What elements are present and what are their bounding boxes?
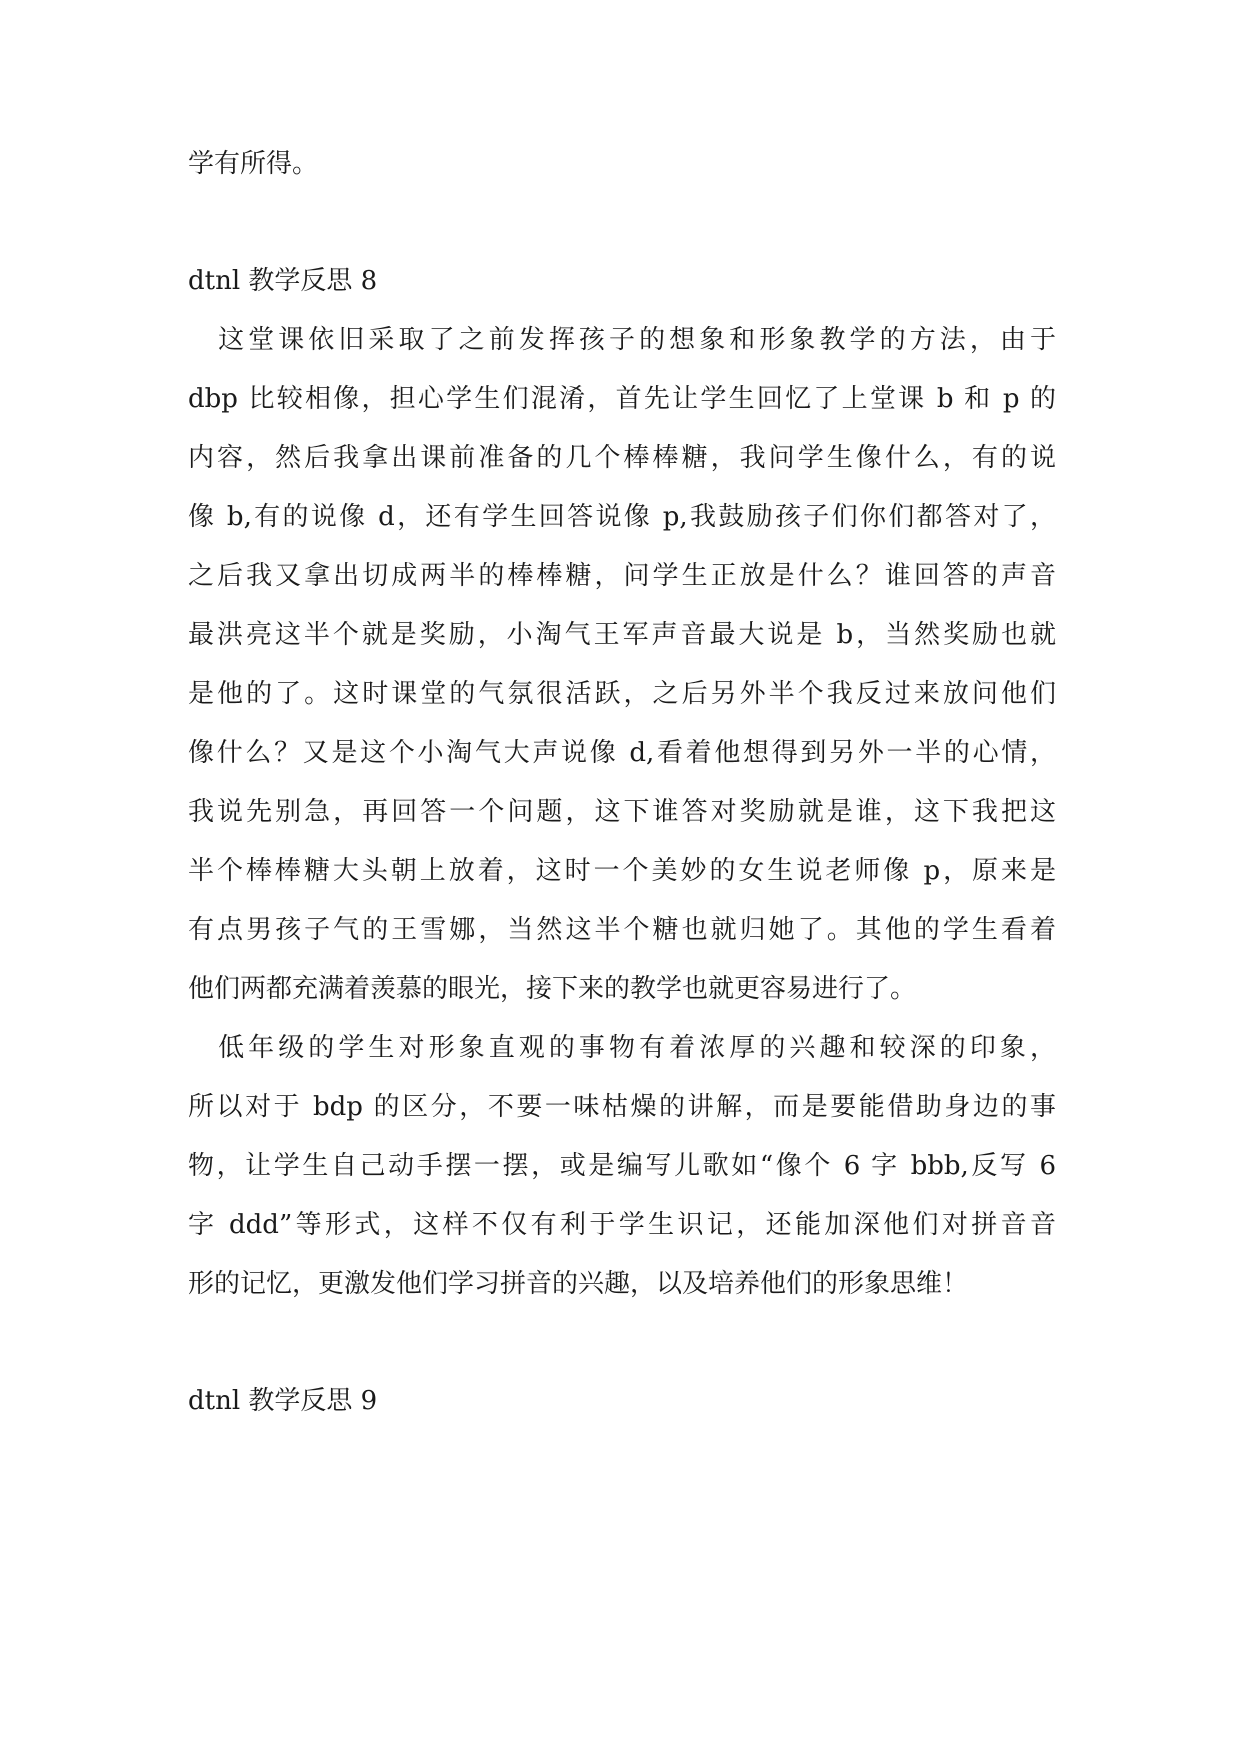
paragraph-line: 低年级的学生对形象直观的事物有着浓厚的兴趣和较深的印象，	[188, 1033, 1056, 1063]
paragraph-line: 有点男孩子气的王雪娜，当然这半个糖也就归她了。其他的学生看着	[188, 915, 1056, 945]
paragraph-line: 形的记忆，更激发他们学习拼音的兴趣，以及培养他们的形象思维！	[188, 1269, 969, 1299]
paragraph-line: dbp 比较相像，担心学生们混淆，首先让学生回忆了上堂课 b 和 p 的	[188, 384, 1056, 414]
paragraph-line: 之后我又拿出切成两半的棒棒糖，问学生正放是什么？谁回答的声音	[188, 561, 1056, 591]
section-9-heading: dtnl 教学反思 9	[188, 1386, 378, 1416]
paragraph-line: 他们两都充满着羡慕的眼光，接下来的教学也就更容易进行了。	[188, 974, 917, 1004]
paragraph-line: 物，让学生自己动手摆一摆，或是编写儿歌如“像个 6 字 bbb,反写 6	[188, 1151, 1056, 1181]
paragraph-line: 最洪亮这半个就是奖励，小淘气王军声音最大说是 b，当然奖励也就	[188, 620, 1056, 650]
paragraph-line: 是他的了。这时课堂的气氛很活跃，之后另外半个我反过来放问他们	[188, 679, 1056, 709]
paragraph-line: 半个棒棒糖大头朝上放着，这时一个美妙的女生说老师像 p，原来是	[188, 856, 1056, 886]
paragraph-line: 所以对于 bdp 的区分，不要一味枯燥的讲解，而是要能借助身边的事	[188, 1092, 1056, 1122]
paragraph-line: 像 b,有的说像 d，还有学生回答说像 p,我鼓励孩子们你们都答对了，	[188, 502, 1056, 532]
carryover-text: 学有所得。	[188, 149, 319, 179]
paragraph-line: 像什么？又是这个小淘气大声说像 d,看着他想得到另外一半的心情，	[188, 738, 1056, 768]
paragraph-line: 字 ddd”等形式，这样不仅有利于学生识记，还能加深他们对拼音音	[188, 1210, 1056, 1240]
paragraph-line: 内容，然后我拿出课前准备的几个棒棒糖，我问学生像什么，有的说	[188, 443, 1056, 473]
section-8-heading: dtnl 教学反思 8	[188, 266, 378, 296]
paragraph-line: 这堂课依旧采取了之前发挥孩子的想象和形象教学的方法，由于	[188, 325, 1056, 355]
paragraph-line: 我说先别急，再回答一个问题，这下谁答对奖励就是谁，这下我把这	[188, 797, 1056, 827]
